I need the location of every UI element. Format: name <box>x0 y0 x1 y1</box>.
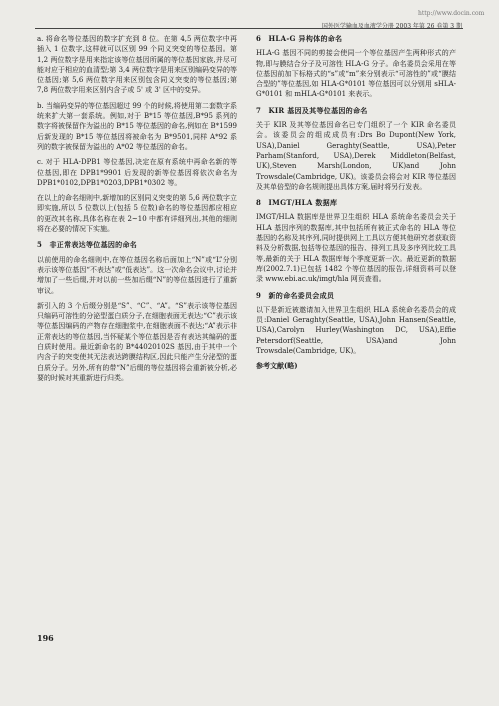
paragraph-implementation: 在以上的命名细则中,新增加的区别同义突变的第 5,6 两位数字立即实施,所以 5 位数以上(包括 5 位数)命名的等位基因都应相应的更改其名称,具体名称在表 2~10 中都有详细列出,其他的细则将在必要的情况下实施。 <box>37 194 237 234</box>
paragraph-rule-c: c. 对于 HLA-DPB1 等位基因,决定在原有系统中再命名新的等位基因,即在 DPB1*9901 后发现的新等位基因将依次命名为 DPB1*0102,DPB1*0203,DPB1*0302 等。 <box>37 158 237 187</box>
references-note: 参考文献(略) <box>256 361 298 371</box>
section-9-heading: 9 新的命名委员会成员 <box>256 290 335 300</box>
paragraph-rule-a: a. 将命名等位基因的数字扩充到 8 位。在第 4,5 两位数字中再插入 1 位数字,这样就可以区别 99 个同义突变的等位基因。第 1,2 两位数字是用来指定该等位基因所属的等位基因家族,并尽可能对应于相应的血清型;第 3,4 两位数字是用来区别编码变异的等位基因;第 5,6 两位数字用来区别包含同义突变的等位基因;第 7,8 两位数字用来区别内含子或 5' 或 3' 区中的变异。 <box>37 35 237 95</box>
paragraph-rule-b: b. 当编码变异的等位基因超过 99 个的时候,将使用第二套数字系统来扩大第一套系统。例如,对于 B*15 等位基因,B*95 系列的数字将被保留作为溢出的 B*15 等位基因的命名,例如在 B*1599 后新发现的 B*15 等位基因将被命名为 B*9501,同样 A*92 系列的数字被保留为溢出的 A*02 等位基因的命名。 <box>37 101 237 151</box>
left-column <box>37 34 237 388</box>
section-7-heading: 7 KIR 基因及其等位基因的命名 <box>256 105 368 115</box>
page-header <box>0 10 499 30</box>
paragraph-new-members: 以下是新近被邀请加入世界卫生组织 HLA 系统命名委员会的成员:Daniel Geraghty(Seattle, USA),John Hansen(Seattle, USA),Carolyn Hurley(Washington DC, USA),Effie Petersdorf(Seattle, USA)and John Trowsdale(Cambridge, UK)。 <box>256 305 456 356</box>
right-column <box>256 34 456 372</box>
paragraph-new-suffixes: 新引入的 3 个后缀分别是“S”、“C”、“A”。“S”表示该等位基因只编码可溶性的分泌型蛋白质分子,在细胞表面无表达;“C”表示该等位基因编码的产物存在细胞浆中,在细胞表面不表达;“A”表示非正常表达的等位基因,当怀疑某个等位基因是否有表达其编码的蛋白质时使用。最近新命名的 B*44020102S 基因,由于其中一个内含子的突变使其无法表达跨膜结构区,因此只能产生分泌型的蛋白质分子。另外,所有的带“N”后缀的等位基因将会重新被分析,必要的时候对其重新进行归类。 <box>37 301 237 382</box>
section-8-heading: 8 IMGT/HLA 数据库 <box>256 198 338 208</box>
section-6-heading: 6 HLA-G 异构体的命名 <box>256 34 343 43</box>
paragraph-suffix-intro: 以前使用的命名细则中,在等位基因名称后面加上“N”或“L”分别表示该等位基因“不表达”或“低表达”。这一次命名会议中,讨论并增加了一些后缀,并对以前一些加后缀“N”的等位基因进行了重新审议。 <box>37 255 237 295</box>
paragraph-hla-g: HLA-G 基因不同的剪接会使同一个等位基因产生两种形式的产物,即与膜结合分子及可溶性 HLA-G 分子。命名委员会采用在等位基因前加下标格式的“s”或“m”来分别表示“可溶性的”或“膜结合型的”等位基因,如 HLA-G*0101 等位基因可以分别用 sHLA-G*0101 和 mHLA-G*0101 来表示。 <box>256 49 456 99</box>
page-number: 196 <box>37 633 54 643</box>
paragraph-imgt-database: IMGT/HLA 数据库是世界卫生组织 HLA 系统命名委员会关于 HLA 基因序列的数据库,其中包括所有被正式命名的 HLA 等位基因的名称及其序列,同时提供网上工具以方便其他研究者获取资料及分析数据,包括等位基因的报告、排列工具及多序列比较工具等,最新的关于 HLA 数据库每个季度更新一次。最近更新的数据库(2002.7.1)已包括 1482 个等位基因的报告,详细资料可以登录 www.ebi.ac.uk/imgt/hla 网页查看。 <box>256 213 456 284</box>
journal-running-head: 国外医学输血及血液学分册 2003 年第 26 卷第 3 期 <box>321 23 462 30</box>
header-rule <box>35 28 463 29</box>
watermark-url: http://www.docin.com <box>418 10 485 17</box>
paragraph-kir: 关于 KIR 及其等位基因命名已专门组织了一个 KIR 命名委员会。该委员会的组成成员有:Drs Bo Dupont(New York, USA),Daniel Geraghty(Seattle, USA),Peter Parham(Stanford, USA),Derek Middleton(Belfast, UK),Steven Marsh(London, UK)and John Trowsdale(Cambridge, UK)。该委员会将会对 KIR 等位基因及其单倍型的命名规则提出具体方案,届时将另行发表。 <box>256 121 456 191</box>
section-5-heading: 5 非正常表达等位基因的命名 <box>37 240 138 250</box>
